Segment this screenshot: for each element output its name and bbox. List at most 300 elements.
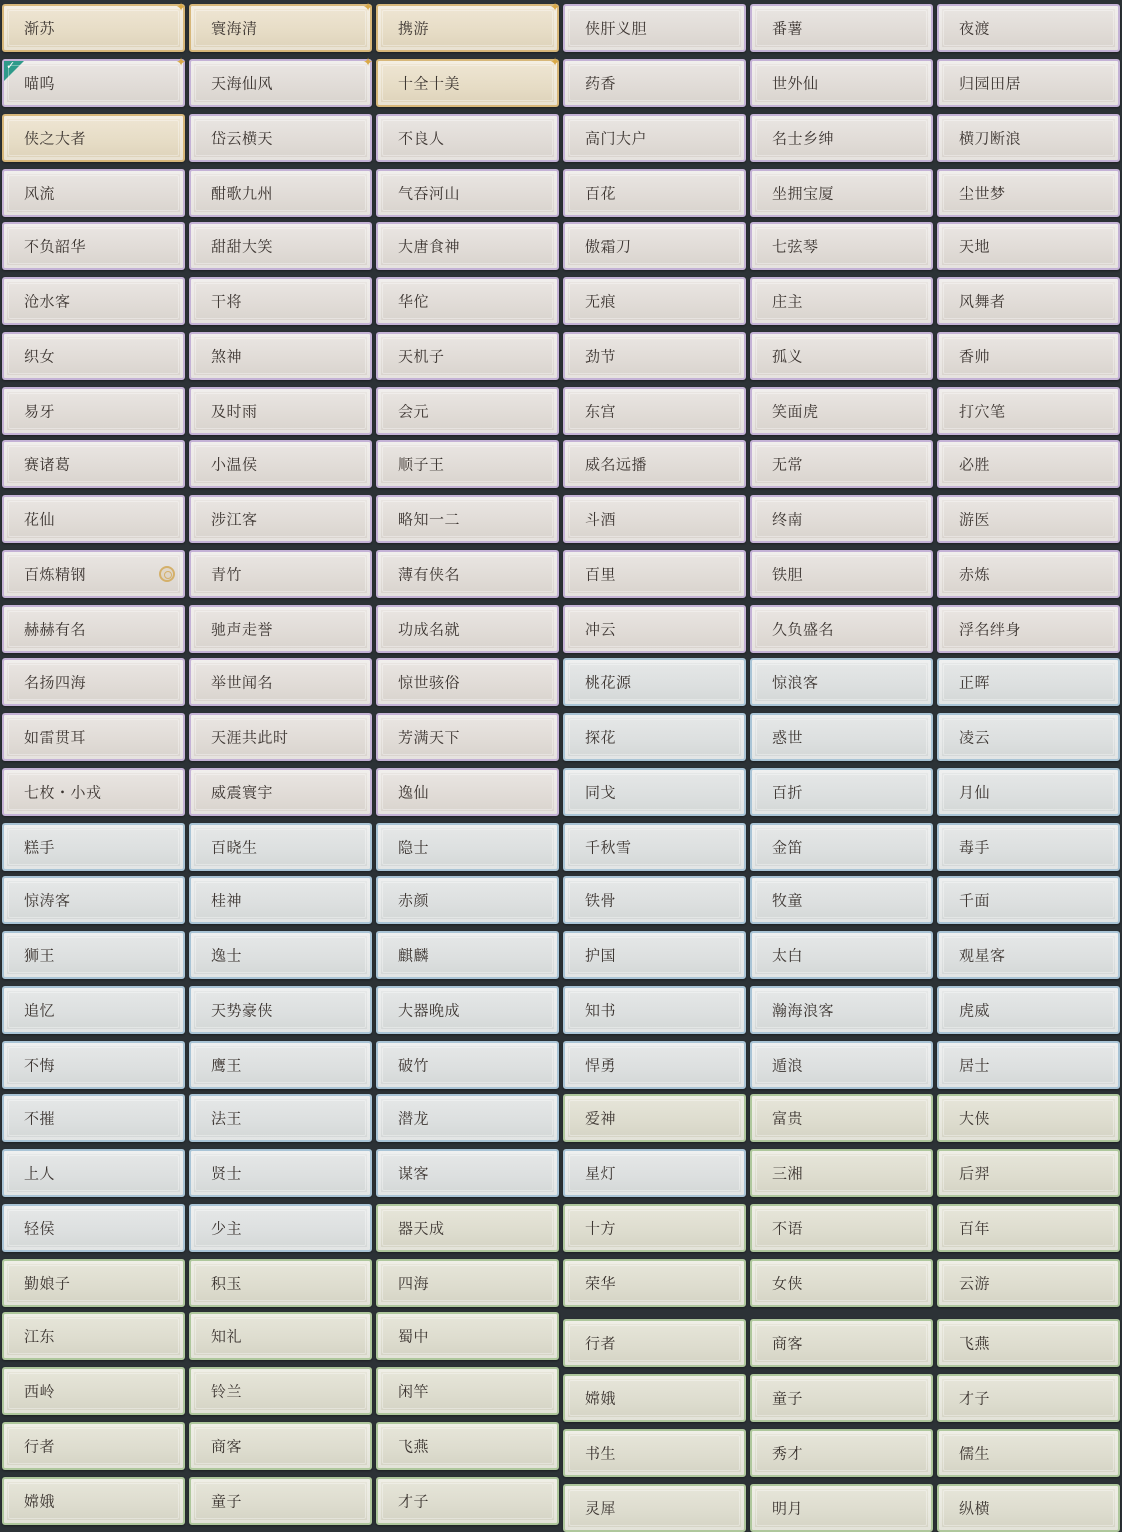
title-label: 不悔 — [24, 1056, 56, 1075]
title-tile[interactable] — [189, 1149, 372, 1197]
title-tile[interactable] — [376, 222, 559, 270]
title-tile[interactable] — [937, 1429, 1120, 1477]
title-tile[interactable] — [189, 222, 372, 270]
title-label: 易牙 — [24, 402, 56, 421]
title-tile[interactable] — [189, 658, 372, 706]
title-tile[interactable] — [189, 1041, 372, 1089]
title-tile[interactable] — [376, 1312, 559, 1360]
title-label: 遁浪 — [772, 1056, 804, 1075]
title-tile[interactable] — [2, 0, 187, 52]
title-tile[interactable] — [2, 658, 185, 706]
title-label: 不摧 — [24, 1109, 56, 1128]
title-label: 荣华 — [585, 1274, 617, 1293]
title-label: 打穴笔 — [959, 402, 1006, 421]
title-label: 风流 — [24, 184, 56, 203]
title-label: 行者 — [24, 1437, 56, 1456]
title-label: 书生 — [585, 1444, 617, 1463]
title-label: 器天成 — [398, 1219, 445, 1238]
title-label: 归园田居 — [959, 74, 1022, 93]
title-label: 富贵 — [772, 1109, 804, 1128]
title-label: 少主 — [211, 1219, 243, 1238]
title-label: 十方 — [585, 1219, 617, 1238]
title-tile[interactable] — [563, 1259, 746, 1307]
title-tile[interactable] — [376, 823, 559, 871]
title-tile[interactable] — [563, 1149, 746, 1197]
title-tile[interactable] — [937, 277, 1120, 325]
title-tile[interactable] — [750, 876, 933, 924]
title-tile[interactable] — [376, 332, 559, 380]
title-label: 涉江客 — [211, 510, 258, 529]
title-label: 无痕 — [585, 292, 617, 311]
title-label: 知礼 — [211, 1327, 243, 1346]
title-tile[interactable] — [750, 658, 933, 706]
title-tile[interactable] — [563, 440, 746, 488]
checkmark-icon: ✓ — [4, 61, 24, 81]
title-tile[interactable] — [750, 59, 933, 107]
title-tile[interactable] — [937, 1149, 1120, 1197]
title-label: 驰声走誉 — [211, 620, 274, 639]
title-tile[interactable] — [937, 169, 1120, 217]
title-label: 必胜 — [959, 455, 991, 474]
title-tile[interactable] — [376, 876, 559, 924]
title-tile[interactable] — [189, 1422, 372, 1470]
title-label: 鹰王 — [211, 1056, 243, 1075]
title-tile[interactable] — [750, 1374, 933, 1422]
title-tile[interactable] — [376, 1204, 559, 1252]
star-icon: ✦ — [362, 55, 374, 69]
title-label: 勤娘子 — [24, 1274, 71, 1293]
title-label: 浮名绊身 — [959, 620, 1022, 639]
title-tile[interactable] — [750, 1149, 933, 1197]
title-tile[interactable] — [376, 713, 559, 761]
title-tile[interactable] — [563, 169, 746, 217]
title-label: 蜀中 — [398, 1327, 430, 1346]
title-tile[interactable] — [563, 332, 746, 380]
title-label: 追忆 — [24, 1001, 56, 1020]
title-tile[interactable] — [2, 114, 185, 162]
title-tile[interactable] — [750, 1204, 933, 1252]
title-label: 煞神 — [211, 347, 243, 366]
title-label: 寰海清 — [211, 19, 258, 38]
title-label: 不良人 — [398, 129, 445, 148]
title-label: 十全十美 — [398, 74, 461, 93]
title-tile[interactable] — [563, 222, 746, 270]
title-label: 积玉 — [211, 1274, 243, 1293]
title-label: 桂神 — [211, 891, 243, 910]
title-column — [189, 0, 372, 1528]
title-tile[interactable] — [2, 1149, 185, 1197]
title-tile[interactable] — [750, 1094, 933, 1142]
title-label: 江东 — [24, 1327, 56, 1346]
title-label: 药香 — [585, 74, 617, 93]
title-label: 劲节 — [585, 347, 617, 366]
title-tile[interactable] — [750, 713, 933, 761]
title-tile[interactable] — [376, 550, 559, 598]
title-tile[interactable] — [563, 986, 746, 1034]
title-tile[interactable] — [563, 658, 746, 706]
title-label: 商客 — [772, 1334, 804, 1353]
title-tile[interactable] — [376, 495, 559, 543]
title-tile[interactable] — [2, 768, 185, 816]
title-label: 携游 — [398, 19, 430, 38]
title-tile[interactable] — [189, 440, 372, 488]
title-tile[interactable] — [376, 1094, 559, 1142]
title-tile[interactable] — [2, 1422, 185, 1470]
title-tile[interactable] — [2, 931, 185, 979]
title-tile[interactable] — [937, 1259, 1120, 1307]
title-label: 不语 — [772, 1219, 804, 1238]
title-column — [937, 0, 1120, 1528]
title-label: 嫦娥 — [585, 1389, 617, 1408]
title-tile[interactable] — [2, 169, 185, 217]
title-tile[interactable] — [376, 605, 559, 653]
title-tile[interactable] — [189, 550, 372, 598]
title-tile[interactable] — [937, 931, 1120, 979]
title-tile[interactable] — [189, 931, 372, 979]
title-label: 气吞河山 — [398, 184, 461, 203]
title-tile[interactable] — [376, 768, 559, 816]
title-label: 飞燕 — [959, 1334, 991, 1353]
title-tile[interactable] — [376, 440, 559, 488]
title-label: 芳满天下 — [398, 728, 461, 747]
title-tile[interactable] — [2, 332, 185, 380]
title-label: 庄主 — [772, 292, 804, 311]
star-icon: ✦ — [549, 0, 561, 14]
title-tile[interactable] — [750, 1484, 933, 1532]
title-tile[interactable] — [376, 1367, 559, 1415]
title-label: 灵犀 — [585, 1499, 617, 1518]
title-tile[interactable] — [750, 4, 933, 52]
title-label: 纵横 — [959, 1499, 991, 1518]
title-label: 甜甜大笑 — [211, 237, 274, 256]
title-tile[interactable] — [189, 0, 374, 52]
title-tile[interactable] — [189, 768, 372, 816]
title-label: 法王 — [211, 1109, 243, 1128]
title-tile[interactable] — [937, 823, 1120, 871]
title-tile[interactable] — [189, 1367, 372, 1415]
title-tile[interactable] — [563, 59, 746, 107]
title-tile[interactable] — [937, 1041, 1120, 1089]
title-tile[interactable] — [376, 55, 561, 107]
title-tile[interactable] — [2, 550, 185, 598]
title-label: 干将 — [211, 292, 243, 311]
title-tile[interactable] — [937, 222, 1120, 270]
title-tile[interactable] — [750, 986, 933, 1034]
title-tile[interactable] — [937, 1484, 1120, 1532]
title-label: 铁胆 — [772, 565, 804, 584]
title-label: 百花 — [585, 184, 617, 203]
title-tile[interactable] — [937, 986, 1120, 1034]
title-tile[interactable] — [563, 1204, 746, 1252]
title-tile[interactable] — [563, 713, 746, 761]
title-tile[interactable] — [376, 1149, 559, 1197]
title-tile[interactable] — [750, 931, 933, 979]
title-tile[interactable] — [376, 1259, 559, 1307]
title-column — [563, 0, 746, 1528]
title-tile[interactable] — [189, 1259, 372, 1307]
title-tile[interactable] — [2, 1367, 185, 1415]
title-tile[interactable] — [750, 823, 933, 871]
title-label: 如雷贯耳 — [24, 728, 87, 747]
title-label: 会元 — [398, 402, 430, 421]
title-label: 糕手 — [24, 838, 56, 857]
title-label: 凌云 — [959, 728, 991, 747]
title-label: 夜渡 — [959, 19, 991, 38]
title-label: 百里 — [585, 565, 617, 584]
title-tile[interactable] — [563, 876, 746, 924]
title-tile[interactable] — [563, 387, 746, 435]
title-label: 瀚海浪客 — [772, 1001, 835, 1020]
title-label: 云游 — [959, 1274, 991, 1293]
title-label: 女侠 — [772, 1274, 804, 1293]
title-column — [750, 0, 933, 1528]
title-label: 才子 — [398, 1492, 430, 1511]
title-tile[interactable] — [937, 550, 1120, 598]
title-label: 大唐食神 — [398, 237, 461, 256]
title-tile[interactable] — [750, 387, 933, 435]
title-tile[interactable] — [563, 495, 746, 543]
title-tile[interactable] — [750, 768, 933, 816]
title-tile[interactable] — [189, 1477, 372, 1525]
title-tile[interactable] — [189, 277, 372, 325]
title-tile[interactable] — [563, 114, 746, 162]
title-tile[interactable] — [189, 1312, 372, 1360]
title-label: 大侠 — [959, 1109, 991, 1128]
title-label: 香帅 — [959, 347, 991, 366]
title-tile[interactable] — [563, 1319, 746, 1367]
title-tile[interactable] — [750, 440, 933, 488]
title-tile[interactable] — [2, 605, 185, 653]
title-tile[interactable] — [376, 114, 559, 162]
title-label: 上人 — [24, 1164, 56, 1183]
title-tile[interactable] — [189, 605, 372, 653]
title-label: 天涯共此时 — [211, 728, 289, 747]
title-tile[interactable] — [189, 1204, 372, 1252]
title-tile[interactable] — [937, 440, 1120, 488]
title-label: 儒生 — [959, 1444, 991, 1463]
title-tile[interactable] — [937, 4, 1120, 52]
title-tile[interactable] — [2, 1204, 185, 1252]
title-tile[interactable] — [750, 1319, 933, 1367]
title-label: 织女 — [24, 347, 56, 366]
title-label: 冲云 — [585, 620, 617, 639]
title-label: 惊浪客 — [772, 673, 819, 692]
title-tile[interactable] — [2, 876, 185, 924]
title-tile[interactable] — [189, 55, 374, 107]
title-label: 青竹 — [211, 565, 243, 584]
title-label: 大器晚成 — [398, 1001, 461, 1020]
title-tile[interactable] — [937, 713, 1120, 761]
title-tile[interactable] — [937, 1374, 1120, 1422]
title-tile[interactable] — [937, 1094, 1120, 1142]
title-label: 护国 — [585, 946, 617, 965]
title-label: 惊涛客 — [24, 891, 71, 910]
title-tile[interactable] — [376, 658, 559, 706]
title-label: 西岭 — [24, 1382, 56, 1401]
title-label: 四海 — [398, 1274, 430, 1293]
title-label: 贤士 — [211, 1164, 243, 1183]
title-tile[interactable] — [937, 658, 1120, 706]
title-tile[interactable] — [937, 59, 1120, 107]
title-label: 探花 — [585, 728, 617, 747]
title-label: 飞燕 — [398, 1437, 430, 1456]
title-label: 千面 — [959, 891, 991, 910]
title-label: 终南 — [772, 510, 804, 529]
title-label: 星灯 — [585, 1164, 617, 1183]
title-column — [2, 0, 185, 1528]
title-tile[interactable] — [937, 495, 1120, 543]
title-label: 番薯 — [772, 19, 804, 38]
title-label: 麒麟 — [398, 946, 430, 965]
title-tile[interactable] — [189, 823, 372, 871]
title-tile[interactable] — [2, 1094, 185, 1142]
star-icon: ✦ — [362, 0, 374, 14]
title-tile[interactable] — [563, 550, 746, 598]
title-label: 百年 — [959, 1219, 991, 1238]
title-tile[interactable] — [563, 1041, 746, 1089]
title-label: 尘世梦 — [959, 184, 1006, 203]
title-tile[interactable] — [750, 605, 933, 653]
title-tile[interactable] — [937, 768, 1120, 816]
title-tile[interactable] — [189, 986, 372, 1034]
title-tile[interactable] — [937, 114, 1120, 162]
title-tile[interactable] — [750, 169, 933, 217]
title-label: 无常 — [772, 455, 804, 474]
title-tile[interactable] — [937, 1204, 1120, 1252]
title-tile[interactable] — [750, 332, 933, 380]
title-tile[interactable] — [189, 1094, 372, 1142]
title-tile[interactable] — [2, 55, 187, 107]
title-tile[interactable] — [189, 713, 372, 761]
title-tile[interactable] — [937, 605, 1120, 653]
title-tile[interactable] — [2, 713, 185, 761]
title-label: 侠之大者 — [24, 129, 87, 148]
title-label: 侠肝义胆 — [585, 19, 648, 38]
title-tile[interactable] — [750, 114, 933, 162]
title-label: 横刀断浪 — [959, 129, 1022, 148]
equipped-badge-icon — [159, 566, 175, 582]
title-tile[interactable] — [189, 332, 372, 380]
title-tile[interactable] — [750, 1041, 933, 1089]
title-tile[interactable] — [2, 222, 185, 270]
title-tile[interactable] — [750, 222, 933, 270]
title-label: 赛诸葛 — [24, 455, 71, 474]
title-tile[interactable] — [937, 387, 1120, 435]
title-tile[interactable] — [2, 986, 185, 1034]
title-label: 名扬四海 — [24, 673, 87, 692]
title-tile[interactable] — [2, 495, 185, 543]
title-label: 逸仙 — [398, 783, 430, 802]
title-label: 久负盛名 — [772, 620, 835, 639]
title-tile[interactable] — [563, 277, 746, 325]
star-icon: ✦ — [549, 55, 561, 69]
title-tile[interactable] — [376, 931, 559, 979]
title-tile[interactable] — [563, 768, 746, 816]
title-tile[interactable] — [2, 823, 185, 871]
title-tile[interactable] — [2, 1477, 185, 1525]
title-label: 百折 — [772, 783, 804, 802]
title-tile[interactable] — [376, 1041, 559, 1089]
title-label: 悍勇 — [585, 1056, 617, 1075]
star-icon: ✦ — [175, 0, 187, 14]
title-tile[interactable] — [563, 931, 746, 979]
title-label: 游医 — [959, 510, 991, 529]
title-label: 天海仙风 — [211, 74, 274, 93]
title-tile[interactable] — [750, 550, 933, 598]
title-label: 潜龙 — [398, 1109, 430, 1128]
title-label: 闲竿 — [398, 1382, 430, 1401]
title-label: 行者 — [585, 1334, 617, 1353]
title-label: 百晓生 — [211, 838, 258, 857]
title-tile[interactable] — [376, 277, 559, 325]
title-label: 风舞者 — [959, 292, 1006, 311]
title-tile[interactable] — [376, 0, 561, 52]
title-tile[interactable] — [376, 169, 559, 217]
title-tile[interactable] — [937, 332, 1120, 380]
title-label: 爱神 — [585, 1109, 617, 1128]
title-label: 同戈 — [585, 783, 617, 802]
title-label: 童子 — [211, 1492, 243, 1511]
title-label: 薄有侠名 — [398, 565, 461, 584]
title-tile[interactable] — [2, 440, 185, 488]
title-label: 名士乡绅 — [772, 129, 835, 148]
title-label: 童子 — [772, 1389, 804, 1408]
title-label: 孤义 — [772, 347, 804, 366]
title-tile[interactable] — [563, 605, 746, 653]
title-tile[interactable] — [750, 495, 933, 543]
title-tile[interactable] — [750, 1259, 933, 1307]
title-tile[interactable] — [2, 277, 185, 325]
title-tile[interactable] — [563, 4, 746, 52]
title-tile[interactable] — [2, 1312, 185, 1360]
title-label: 威震寰宇 — [211, 783, 274, 802]
title-label: 东宫 — [585, 402, 617, 421]
title-label: 世外仙 — [772, 74, 819, 93]
title-tile[interactable] — [937, 876, 1120, 924]
title-tile[interactable] — [937, 1319, 1120, 1367]
title-tile[interactable] — [189, 495, 372, 543]
title-label: 后羿 — [959, 1164, 991, 1183]
title-tile[interactable] — [189, 169, 372, 217]
title-tile[interactable] — [189, 114, 372, 162]
title-label: 商客 — [211, 1437, 243, 1456]
title-tile[interactable] — [2, 1041, 185, 1089]
title-tile[interactable] — [563, 1484, 746, 1532]
title-tile[interactable] — [376, 1477, 559, 1525]
title-label: 七弦琴 — [772, 237, 819, 256]
title-tile[interactable] — [2, 387, 185, 435]
title-label: 小温侯 — [211, 455, 258, 474]
title-label: 惊世骇俗 — [398, 673, 461, 692]
title-label: 功成名就 — [398, 620, 461, 639]
title-tile[interactable] — [2, 1259, 185, 1307]
title-tile[interactable] — [750, 277, 933, 325]
title-tile[interactable] — [189, 387, 372, 435]
title-column — [376, 0, 559, 1528]
title-label: 牧童 — [772, 891, 804, 910]
title-tile[interactable] — [376, 986, 559, 1034]
title-tile[interactable] — [750, 1429, 933, 1477]
title-tile[interactable] — [189, 876, 372, 924]
title-tile[interactable] — [376, 1422, 559, 1470]
title-tile[interactable] — [563, 1429, 746, 1477]
title-tile[interactable] — [376, 387, 559, 435]
title-label: 狮王 — [24, 946, 56, 965]
title-label: 高门大户 — [585, 129, 648, 148]
title-tile[interactable] — [563, 1374, 746, 1422]
title-tile[interactable] — [563, 823, 746, 871]
title-tile[interactable] — [563, 1094, 746, 1142]
